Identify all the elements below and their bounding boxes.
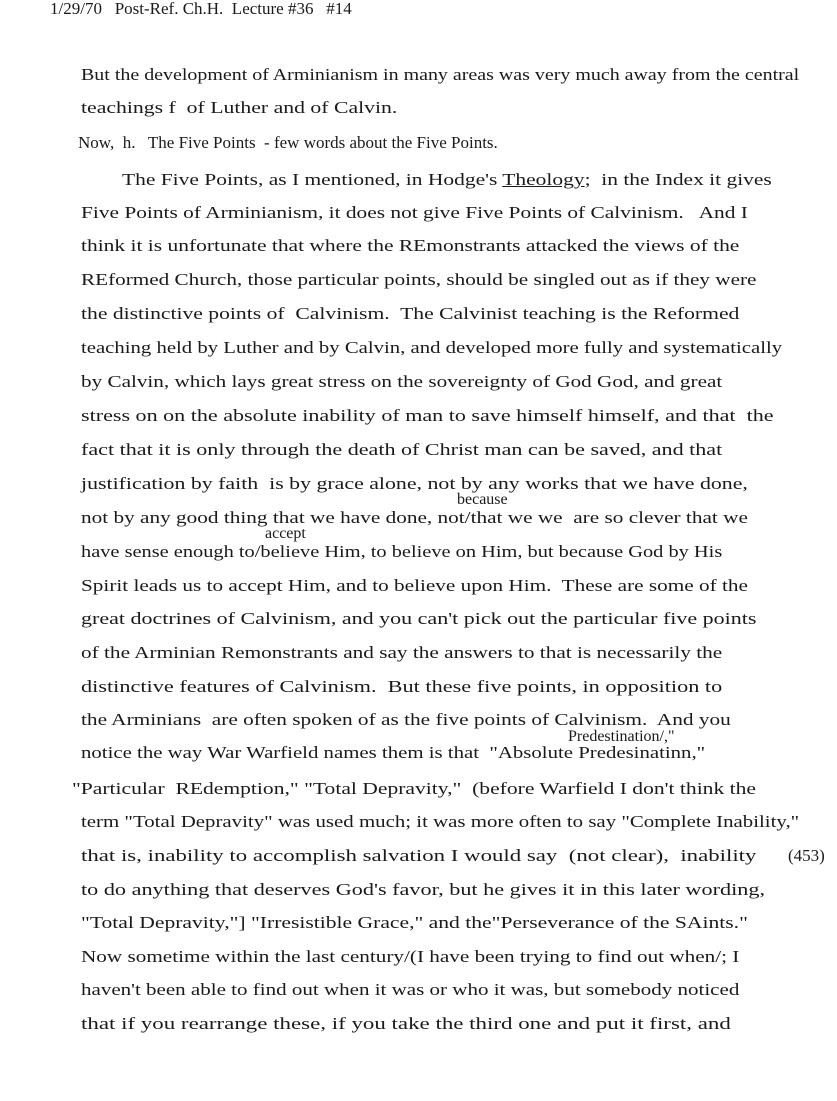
text-line: Spirit leads us to accept Him, and to believe upon Him. These are some of the — [81, 576, 748, 595]
text-line: the distinctive points of Calvinism. The Calvinist teaching is the Reformed — [81, 304, 740, 323]
text-line: notice the way War Warfield names them is that "Absolute Predesinatinn," — [81, 743, 706, 762]
text-line — [122, 170, 772, 190]
text-line: of the Arminian Remonstrants and say the answers to that is necessarily the — [81, 643, 723, 662]
text-line: But the development of Arminianism in many areas was very much away from the central — [81, 65, 800, 84]
text-line: REformed Church, those particular points, should be singled out as if they were — [81, 270, 757, 289]
text-line: fact that it is only through the death of Christ man can be saved, and that — [81, 440, 723, 459]
text-line: haven't been able to find out when it was or who it was, but somebody noticed — [81, 980, 740, 999]
section-heading: Now, h. The Five Points - few words about the Five Points. — [78, 133, 498, 152]
text-segment: The Five Points, as I mentioned, in Hodge's — [122, 170, 503, 189]
text-line: justification by faith is by grace alone, not by any works that we have done, — [81, 474, 748, 493]
text-line: think it is unfortunate that where the REmonstrants attacked the views of the — [81, 236, 740, 255]
insertion-accept: accept — [265, 525, 306, 542]
book-title: Theology — [502, 170, 585, 189]
text-line: "Total Depravity,"] "Irresistible Grace," and the"Perseverance of the SAints." — [81, 913, 748, 932]
text-line: term "Total Depravity" was used much; it was more often to say "Complete Inability," — [81, 812, 800, 831]
text-line: Five Points of Arminianism, it does not give Five Points of Calvinism. And I — [81, 203, 748, 222]
text-line: that is, inability to accomplish salvation I would say (not clear), inability — [81, 846, 757, 865]
text-line: great doctrines of Calvinism, and you can't pick out the particular five points — [81, 609, 757, 628]
text-line: teachings f of Luther and of Calvin. — [81, 98, 398, 117]
insertion-predestination: Predestination/," — [568, 728, 675, 745]
text-line: not by any good thing that we have done, not/that we we are so clever that we — [81, 508, 748, 527]
margin-note: (453) — [788, 846, 825, 865]
text-line: distinctive features of Calvinism. But these five points, in opposition to — [81, 677, 723, 696]
text-line: teaching held by Luther and by Calvin, and developed more fully and systematically — [81, 338, 783, 357]
text-line: to do anything that deserves God's favor, but he gives it in this later wording, — [81, 880, 765, 899]
text-line: "Particular REdemption," "Total Depravity," (before Warfield I don't think the — [72, 779, 756, 798]
text-line: that if you rearrange these, if you take the third one and put it first, and — [81, 1014, 731, 1033]
text-line: have sense enough to/believe Him, to believe on Him, but because God by His — [81, 542, 723, 561]
text-line: stress on on the absolute inability of man to save himself himself, and that the — [81, 406, 774, 425]
page-header: 1/29/70 Post-Ref. Ch.H. Lecture #36 #14 — [50, 0, 352, 18]
text-line: the Arminians are often spoken of as the five points of Calvinism. And you — [81, 710, 731, 729]
text-segment: ; in the Index it gives — [584, 170, 772, 189]
insertion-because: because — [457, 491, 508, 508]
text-line: by Calvin, which lays great stress on the sovereignty of God God, and great — [81, 372, 723, 391]
text-line: Now sometime within the last century/(I have been trying to find out when/; I — [81, 947, 740, 966]
